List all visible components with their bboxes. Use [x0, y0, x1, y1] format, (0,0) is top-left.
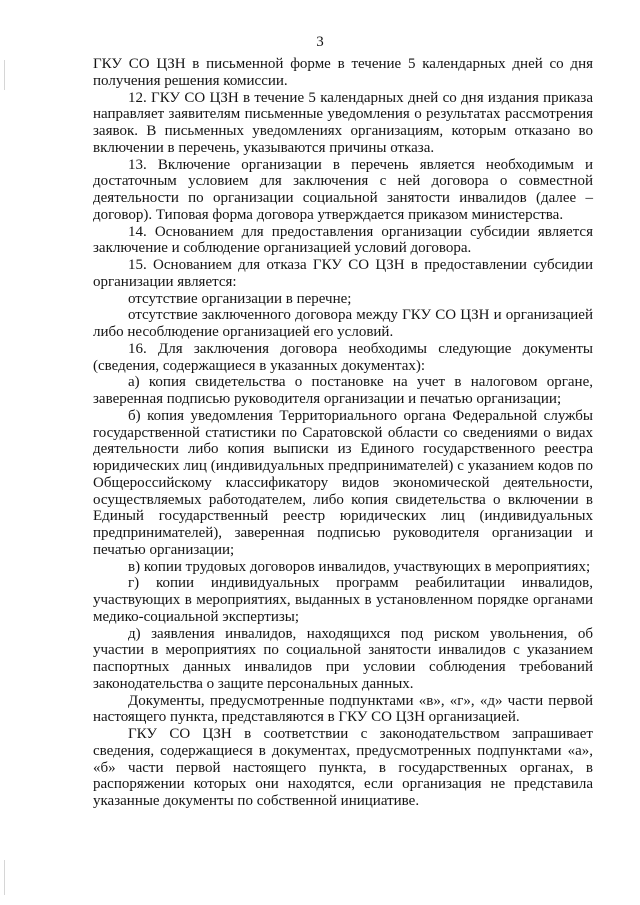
document-body	[93, 56, 593, 810]
paragraph-16-item-g: г) копии индивидуальных программ реабилитации инвалидов, участвующих в мероприятиях, выданных в установленном порядке органами медико-социальной экспертизы;	[93, 575, 593, 625]
paragraph-14: 14. Основанием для предоставления организации субсидии является заключение и соблюдение организацией условий договора.	[93, 223, 593, 257]
scan-edge-mark-top	[4, 60, 5, 90]
paragraph-15: 15. Основанием для отказа ГКУ СО ЦЗН в предоставлении субсидии организации является:	[93, 257, 593, 290]
paragraph-15-item-2: отсутствие заключенного договора между ГКУ СО ЦЗН и организацией либо несоблюдение организацией его условий.	[93, 307, 593, 340]
paragraph-15-item-1: отсутствие организации в перечне;	[128, 290, 352, 307]
paragraph-16-item-b: б) копия уведомления Территориального органа Федеральной службы государственной статистики по Саратовской области со сведениями о видах деятельности либо копия выписки из Единого государственного реестра юридических лиц (индивидуальных предпринимателей) с указанием кодов по Общероссийскому классификатору видов экономической деятельности, осуществляемых работодателем, либо копия свидетельства о включении в Единый государственный реестр юридических лиц (индивидуальных предпринимателей), заверенная подписью руководителя организации и печатью организации;	[93, 407, 593, 558]
paragraph-continuation: ГКУ СО ЦЗН в письменной форме в течение 5 календарных дней со дня получения решения комиссии.	[93, 56, 593, 89]
paragraph-16: 16. Для заключения договора необходимы следующие документы (сведения, содержащиеся в указанных документах):	[93, 340, 593, 374]
paragraph-documents-note: Документы, предусмотренные подпунктами «в», «г», «д» части первой настоящего пункта, представляются в ГКУ СО ЦЗН организацией.	[93, 692, 593, 726]
paragraph-request-note: ГКУ СО ЦЗН в соответствии с законодательством запрашивает сведения, содержащиеся в документах, предусмотренных подпунктами «а», «б» части первой настоящего пункта, в государственных органах, в распоряжении которых они находятся, если организация не представила указанные документы по собственной инициативе.	[93, 726, 593, 809]
page-number: 3	[316, 34, 324, 50]
paragraph-16-item-d: д) заявления инвалидов, находящихся под риском увольнения, об участии в мероприятиях по социальной занятости инвалидов с указанием паспортных данных инвалидов при условии соблюдения требований законодательства о защите персональных данных.	[93, 625, 593, 692]
paragraph-16-item-v: в) копии трудовых договоров инвалидов, участвующих в мероприятиях;	[128, 558, 591, 575]
paragraph-16-item-a: а) копия свидетельства о постановке на учет в налоговом органе, заверенная подписью руководителя организации и печатью организации;	[93, 374, 593, 407]
scan-edge-mark-bottom	[4, 860, 5, 895]
paragraph-12: 12. ГКУ СО ЦЗН в течение 5 календарных дней со дня издания приказа направляет заявителям письменные уведомления о результатах рассмотрения заявок. В письменных уведомлениях организациям, которым отказано во включении в перечень, указываются причины отказа.	[93, 89, 593, 156]
paragraph-13: 13. Включение организации в перечень является необходимым и достаточным условием для заключения с ней договора о совместной деятельности по организации социальной занятости инвалидов (далее – договор). Типовая форма договора утверждается приказом министерства.	[93, 156, 593, 223]
